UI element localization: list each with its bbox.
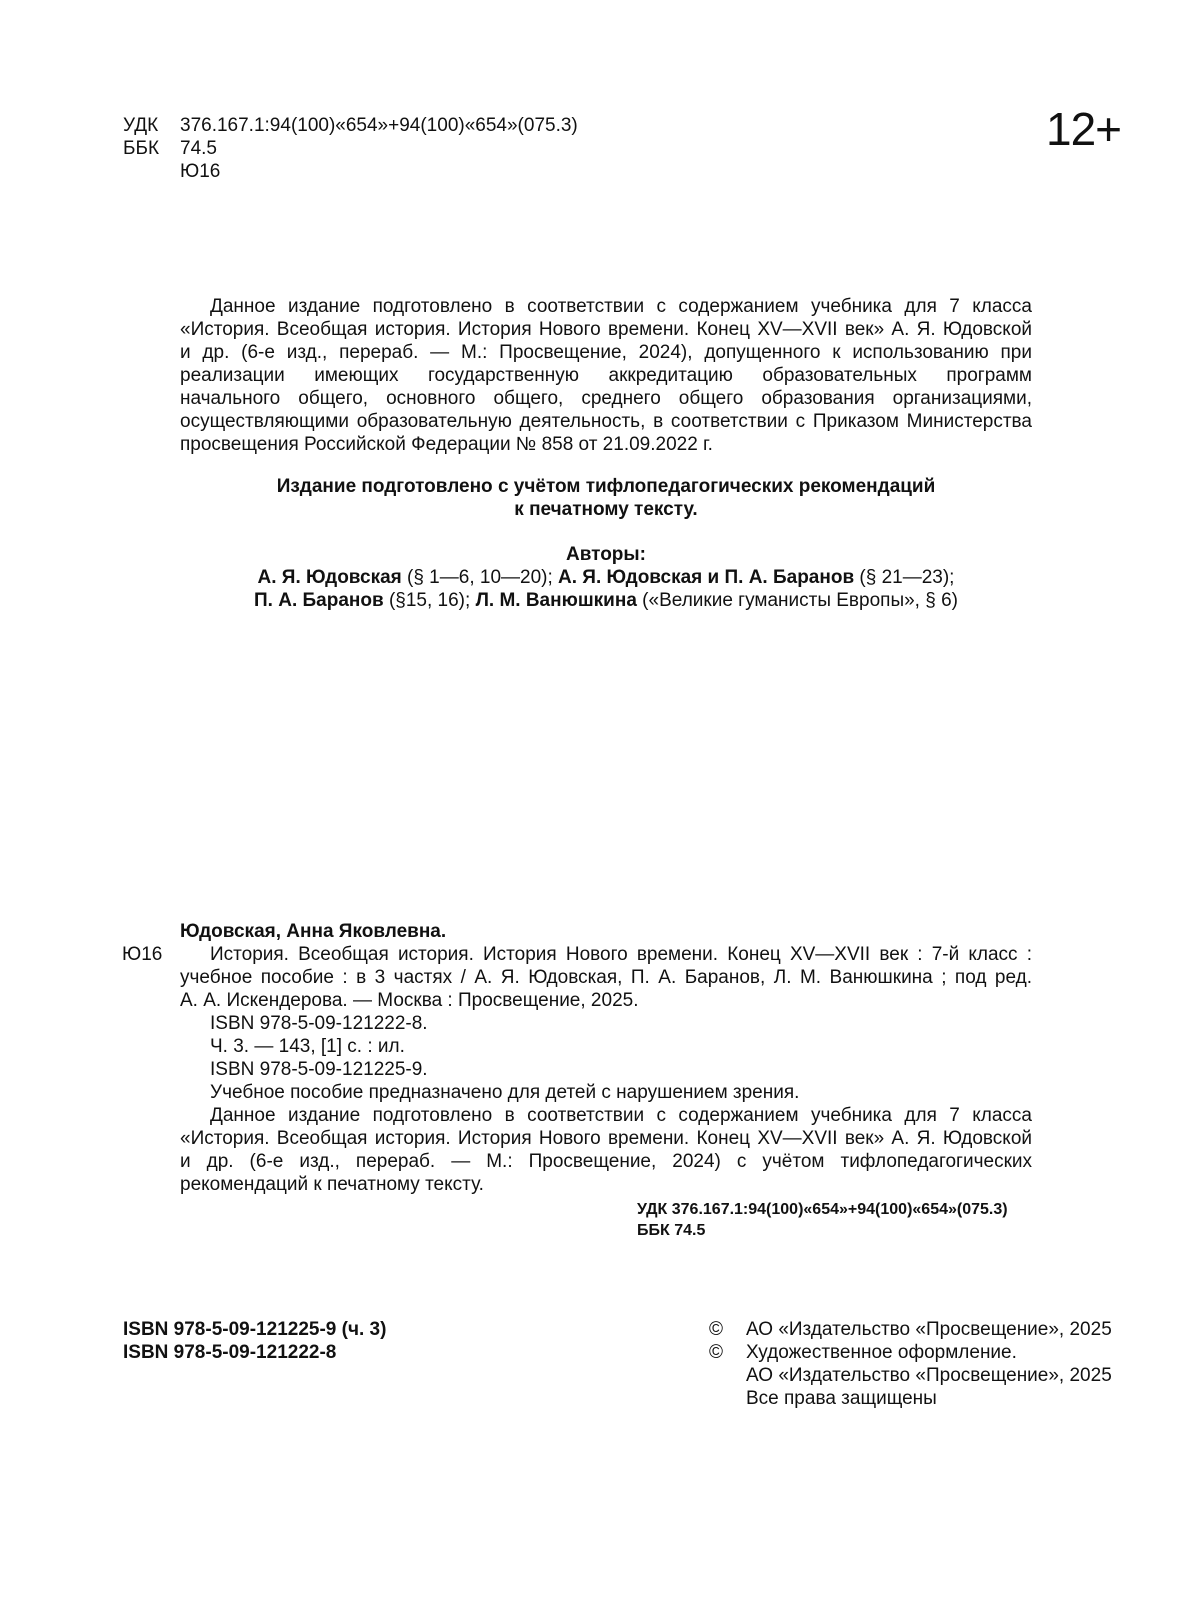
intro-line: «История. Всеобщая история. История Нового времени. Конец XV—XVII век» А. Я. Юдовской [180,319,1032,340]
footer-isbn-line: ISBN 978-5-09-121222-8 [123,1342,337,1363]
footer-copyright [709,1318,1139,1410]
copyright-icon: © [709,1319,723,1340]
catalog-part: Ч. 3. — 143, [1] с. : ил. [210,1036,405,1057]
catalog-title-line: История. Всеобщая история. История Нового времени. Конец XV—XVII век : 7-й класс : [210,944,1032,965]
catalog-isbn-part: ISBN 978-5-09-121225-9. [210,1059,428,1080]
intro-line: просвещения Российской Федерации № 858 от 21.09.2022 г. [180,434,713,455]
catalog-main-author: Юдовская, Анна Яковлевна. [180,921,447,942]
catalog-title-line: А. А. Искендерова. — Москва : Просвещение, 2025. [180,990,639,1011]
footer-isbn [123,1318,386,1364]
rights-reserved: Все права защищены [746,1388,937,1409]
copyright-line: АО «Издательство «Просвещение», 2025 [746,1365,1112,1386]
catalog-note-line: и др. (6-е изд., перераб. — М.: Просвещение, 2024) с учётом тифлопедагогических [180,1151,1032,1172]
intro-line: Данное издание подготовлено в соответствии с содержанием учебника для 7 класса [210,296,1032,317]
intro-paragraph [180,295,1032,456]
author-name: Л. М. Ванюшкина [475,590,637,611]
age-rating: 12+ [1046,103,1122,155]
catalog-note-line: «История. Всеобщая история. История Нового времени. Конец XV—XVII век» А. Я. Юдовской [180,1128,1032,1149]
authors-heading: Авторы: [566,544,646,565]
author-name: А. Я. Юдовская [257,567,402,588]
author-name: П. А. Баранов [254,590,384,611]
udk-label: УДК [123,115,159,136]
tiflo-note [180,475,1032,521]
catalog-mark: Ю16 [122,944,163,965]
catalog-udk: УДК 376.167.1:94(100)«654»+94(100)«654»(075.3) [637,1201,1008,1218]
footer-isbn-line: ISBN 978-5-09-121225-9 (ч. 3) [123,1319,387,1340]
catalog-card [122,920,1034,1241]
bbk-label: ББК [123,138,160,159]
author-scope: («Великие гуманисты Европы», § 6) [636,590,958,611]
author-name: А. Я. Юдовская и П. А. Баранов [558,567,855,588]
author-scope: (§ 21—23); [854,567,955,588]
udk-value: 376.167.1:94(100)«654»+94(100)«654»(075.3) [180,115,578,136]
intro-line: и др. (6-е изд., перераб. — М.: Просвещение, 2024), допущенного к использованию при [180,342,1032,363]
author-mark: Ю16 [180,161,221,182]
authors-block [180,543,1032,612]
intro-line: начального общего, основного общего, среднего общего образования организациями, [180,388,1032,409]
catalog-note-line: рекомендаций к печатному тексту. [180,1174,484,1195]
copyright-line: АО «Издательство «Просвещение», 2025 [746,1319,1112,1340]
catalog-isbn-set: ISBN 978-5-09-121222-8. [210,1013,428,1034]
tiflo-line: Издание подготовлено с учётом тифлопедагогических рекомендаций [276,476,936,497]
intro-line: реализации имеющих государственную аккредитацию образовательных программ [180,365,1032,386]
copyright-icon: © [709,1342,723,1363]
intro-line: осуществляющими образовательную деятельность, в соответствии с Приказом Министерства [180,411,1032,432]
classification-block [123,114,723,186]
bbk-value: 74.5 [180,138,217,159]
catalog-note-line: Данное издание подготовлено в соответствии с содержанием учебника для 7 класса [210,1105,1032,1126]
catalog-title-line: учебное пособие : в 3 частях / А. Я. Юдовская, П. А. Баранов, Л. М. Ванюшкина ; под ред. [180,967,1032,988]
catalog-bbk: ББК 74.5 [637,1222,706,1239]
catalog-purpose: Учебное пособие предназначено для детей с нарушением зрения. [210,1082,800,1103]
copyright-line: Художественное оформление. [746,1342,1017,1363]
author-scope: (§15, 16); [383,590,476,611]
tiflo-line: к печатному тексту. [514,499,698,520]
author-scope: (§ 1—6, 10—20); [401,567,559,588]
